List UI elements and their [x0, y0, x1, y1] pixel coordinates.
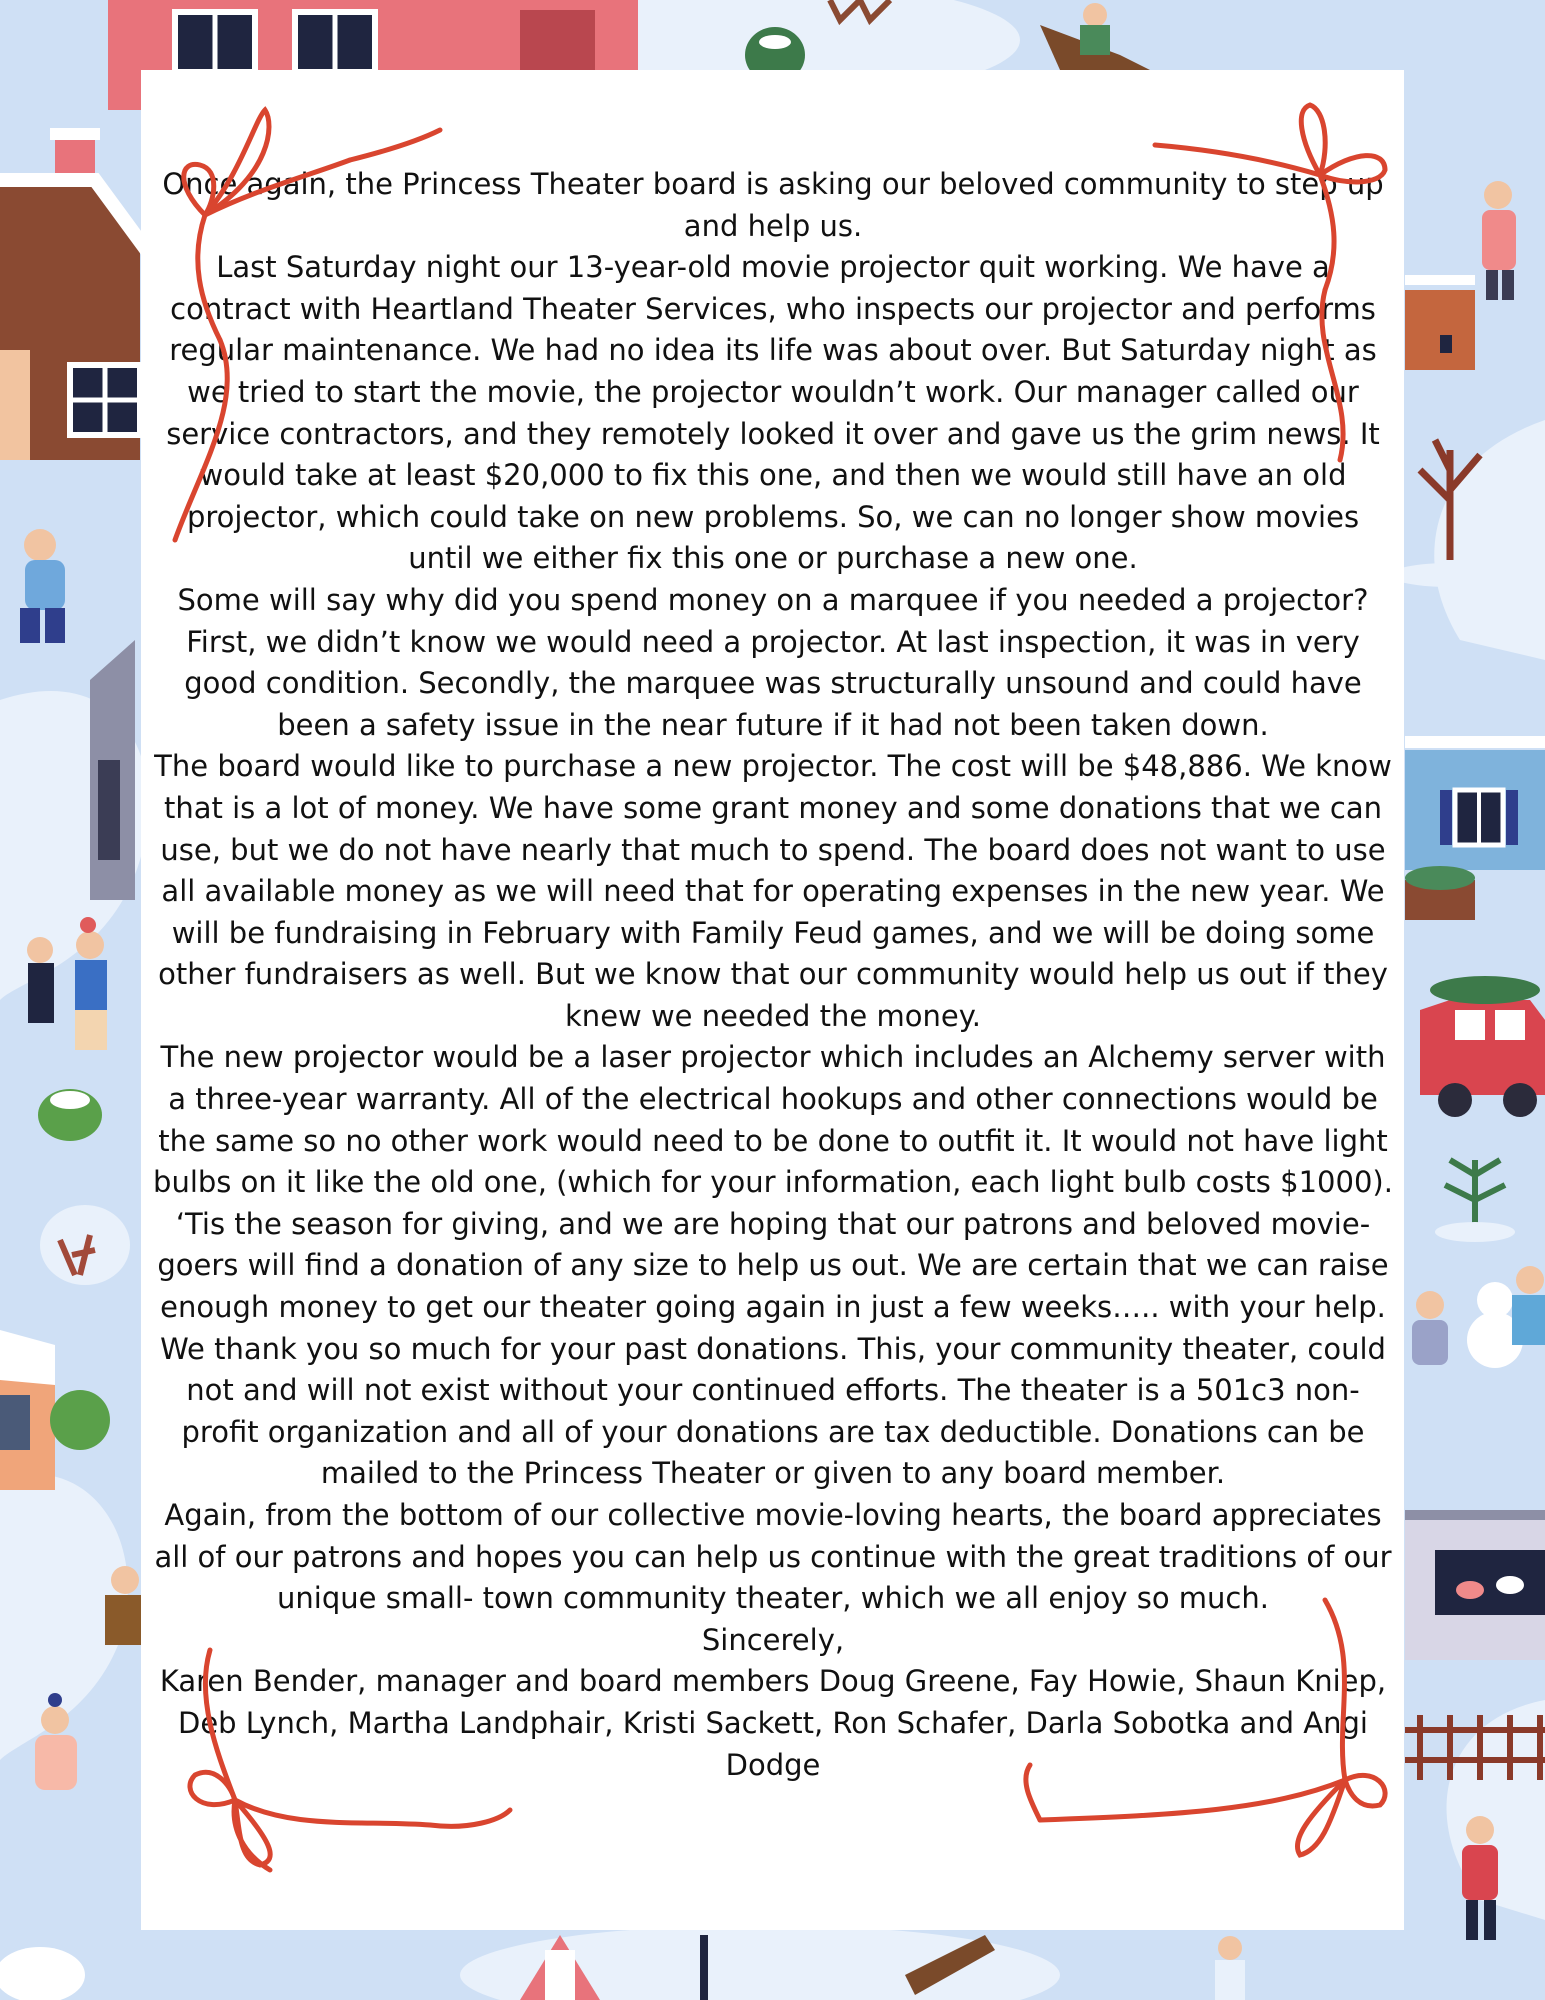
letter-signatures: Karen Bender, manager and board members Doug Greene, Fay Howie, Shaun Kniep, Deb Lynch, Martha Landphair, Kristi Sackett, Ron Schafer, Darla Sobotka and Angi Dodge [159, 1664, 1387, 1782]
letter-paragraph-new-projector: The new projector would be a laser projector which includes an Alchemy server with a three-year warranty. All of the electrical hookups and other connections would be the same so no other work would need to be done to outfit it. It would not have light bulbs on it like the old one, (which for your information, each light bulb costs $1000). [153, 1040, 1393, 1200]
letter-body [153, 164, 1393, 1786]
shop-right [1405, 1510, 1545, 1660]
letter-salutation: Sincerely, [701, 1622, 845, 1657]
letter-paragraph-cost: The board would like to purchase a new projector. The cost will be $48,886. We know that is a lot of money. We have some grant money and some donations that we can use, but we do not have nearly that much to spend. The board does not want to use all available money as we will need that for operating expenses in the new year. We will be fundraising in February with Family Feud games, and we will be doing some other fundraisers as well. But we know that our community would help us out if they knew we needed the money. [154, 749, 1392, 1033]
grey-church-left [90, 640, 135, 900]
letter-paragraph-closing: Again, from the bottom of our collective movie-loving hearts, the board appreciates all of our patrons and hopes you can help us continue with the great traditions of our unique small- town community theater, which we all enjoy so much. [154, 1498, 1392, 1616]
letter-paragraph-projector: Last Saturday night our 13-year-old movie projector quit working. We have a contract with Heartland Theater Services, who inspects our projector and performs regular maintenance. We had no idea its life was about over. But Saturday night as we tried to start the movie, the projector wouldn’t work. Our manager called our service contractors, and they remotely looked it over and gave us the grim news. It would take at least $20,000 to fix this one, and then we would still have an old projector, which could take on new problems. So, we can no longer show movies until we either fix this one or purchase a new one. [166, 250, 1380, 576]
brown-house-left [0, 180, 150, 460]
cabin-right [1405, 280, 1475, 370]
letter-paragraph-marquee: Some will say why did you spend money on a marquee if you needed a projector? First, we didn’t know we would need a projector. At last inspection, it was in very good condition. Secondly, the marquee was structurally unsound and could have been a safety issue in the near future if it had not been taken down. [177, 582, 1369, 742]
letter-paragraph-opening: Once again, the Princess Theater board is asking our beloved community to step up and help us. [162, 167, 1384, 243]
letter-paragraph-thanks: We thank you so much for your past donations. This, your community theater, could not and will not exist without your continued efforts. The theater is a 501c3 non-profit organization and all of your donations are tax deductible. Donations can be mailed to the Princess Theater or given to any board member. [160, 1331, 1386, 1491]
letter-paragraph-season: ‘Tis the season for giving, and we are hoping that our patrons and beloved movie-goers will find a donation of any size to help us out. We are certain that we can raise enough money to get our theater going again in just a few weeks….. with your help. [157, 1206, 1389, 1325]
